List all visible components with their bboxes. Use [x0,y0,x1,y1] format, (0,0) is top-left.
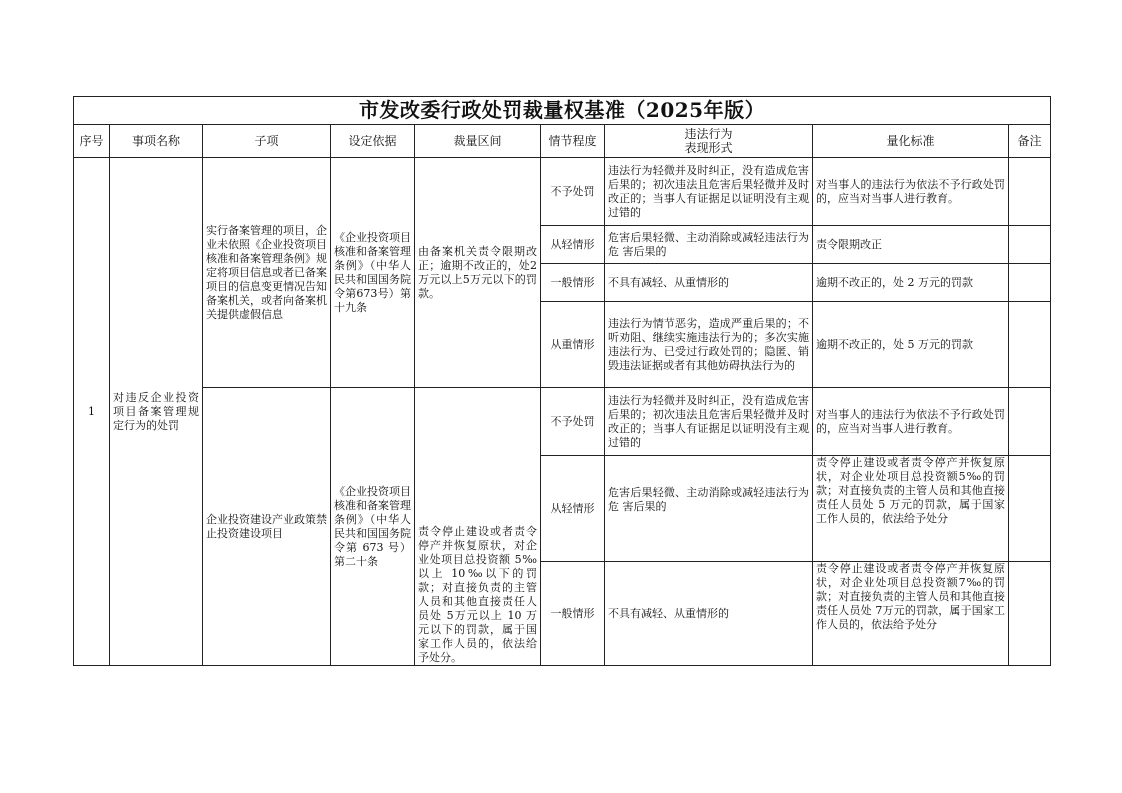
behavior-cell: 危害后果轻微、主动消除或减轻违法行为危 害后果的 [605,456,813,562]
sub-item-basis: 《企业投资项目核准和备案管理条例》（中华人民共和国国务院令第673号）第十九条 [331,158,415,388]
table-row [74,388,1051,456]
behavior-cell: 违法行为轻微并及时纠正，没有造成危害后果的；初次违法且危害后果轻微并及时改正的；当事人有证据足以证明没有主观过错的 [605,388,813,456]
penalty-discretion-sheet [73,96,1050,666]
table-row [74,158,1051,226]
severity-cell: 一般情形 [541,562,605,666]
header-remark: 备注 [1009,125,1051,158]
behavior-cell: 危害后果轻微、主动消除或减轻违法行为危 害后果的 [605,226,813,264]
standard-cell: 逾期不改正的，处 2 万元的罚款 [813,264,1009,302]
standard-cell: 对当事人的违法行为依法不予行政处罚的，应当对当事人进行教育。 [813,158,1009,226]
severity-cell: 不予处罚 [541,388,605,456]
severity-cell: 从轻情形 [541,456,605,562]
header-basis: 设定依据 [331,125,415,158]
behavior-cell: 不具有减轻、从重情形的 [605,562,813,666]
sub-item-name: 企业投资建设产业政策禁止投资建设项目 [203,388,331,666]
sub-item-range: 责令停止建设或者责令停产并恢复原状，对企业处项目总投资额 5‰以上 10‰以下的罚款；对直接负责的主管人员和其他直接责任人员处 5万元以上 10 万元以下的罚款，属于国家工作人员的，依法给予处分。 [415,388,541,666]
header-behavior: 违法行为 表现形式 [605,125,813,158]
remark-cell [1009,158,1051,226]
header-sub-item: 子项 [203,125,331,158]
row-seq: 1 [74,158,110,666]
remark-cell [1009,302,1051,388]
header-item-name: 事项名称 [110,125,203,158]
severity-cell: 从重情形 [541,302,605,388]
header-standard: 量化标准 [813,125,1009,158]
remark-cell [1009,264,1051,302]
standard-cell: 责令停止建设或者责令停产并恢复原状，对企业处项目总投资额7‰的罚款；对直接负责的主管人员和其他直接责任人员处 7万元的罚款，属于国家工作人员的，依法给予处分 [813,562,1009,666]
severity-cell: 不予处罚 [541,158,605,226]
remark-cell [1009,388,1051,456]
severity-cell: 从轻情形 [541,226,605,264]
severity-cell: 一般情形 [541,264,605,302]
discretion-table [73,96,1051,666]
header-row [74,125,1051,158]
row-item-name: 对违反企业投资项目备案管理规定行为的处罚 [110,158,203,666]
sub-item-name: 实行备案管理的项目，企业未依照《企业投资项目核准和备案管理条例》规定将项目信息或者已备案项目的信息变更情况告知备案机关，或者向备案机关提供虚假信息 [203,158,331,388]
standard-cell: 对当事人的违法行为依法不予行政处罚的，应当对当事人进行教育。 [813,388,1009,456]
sub-item-basis: 《企业投资项目核准和备案管理条例》（中华人民共和国国务院令第 673 号）第二十条 [331,388,415,666]
remark-cell [1009,562,1051,666]
standard-cell: 责令限期改正 [813,226,1009,264]
standard-cell: 责令停止建设或者责令停产并恢复原状，对企业处项目总投资额5‰的罚款；对直接负责的主管人员和其他直接责任人员处 5 万元的罚款，属于国家工作人员的，依法给予处分 [813,456,1009,562]
behavior-cell: 不具有减轻、从重情形的 [605,264,813,302]
behavior-cell: 违法行为轻微并及时纠正，没有造成危害后果的；初次违法且危害后果轻微并及时改正的；当事人有证据足以证明没有主观过错的 [605,158,813,226]
header-seq: 序号 [74,125,110,158]
behavior-cell: 违法行为情节恶劣，造成严重后果的；不听劝阻、继续实施违法行为的；多次实施违法行为、已受过行政处罚的；隐匿、销毁违法证据或者有其他妨碍执法行为的 [605,302,813,388]
standard-cell: 逾期不改正的，处 5 万元的罚款 [813,302,1009,388]
header-severity: 情节程度 [541,125,605,158]
remark-cell [1009,456,1051,562]
remark-cell [1009,226,1051,264]
header-range: 裁量区间 [415,125,541,158]
sub-item-range: 由备案机关责令限期改正；逾期不改正的，处2万元以上5万元以下的罚款。 [415,158,541,388]
page-title: 市发改委行政处罚裁量权基准（2025年版） [74,97,1051,125]
